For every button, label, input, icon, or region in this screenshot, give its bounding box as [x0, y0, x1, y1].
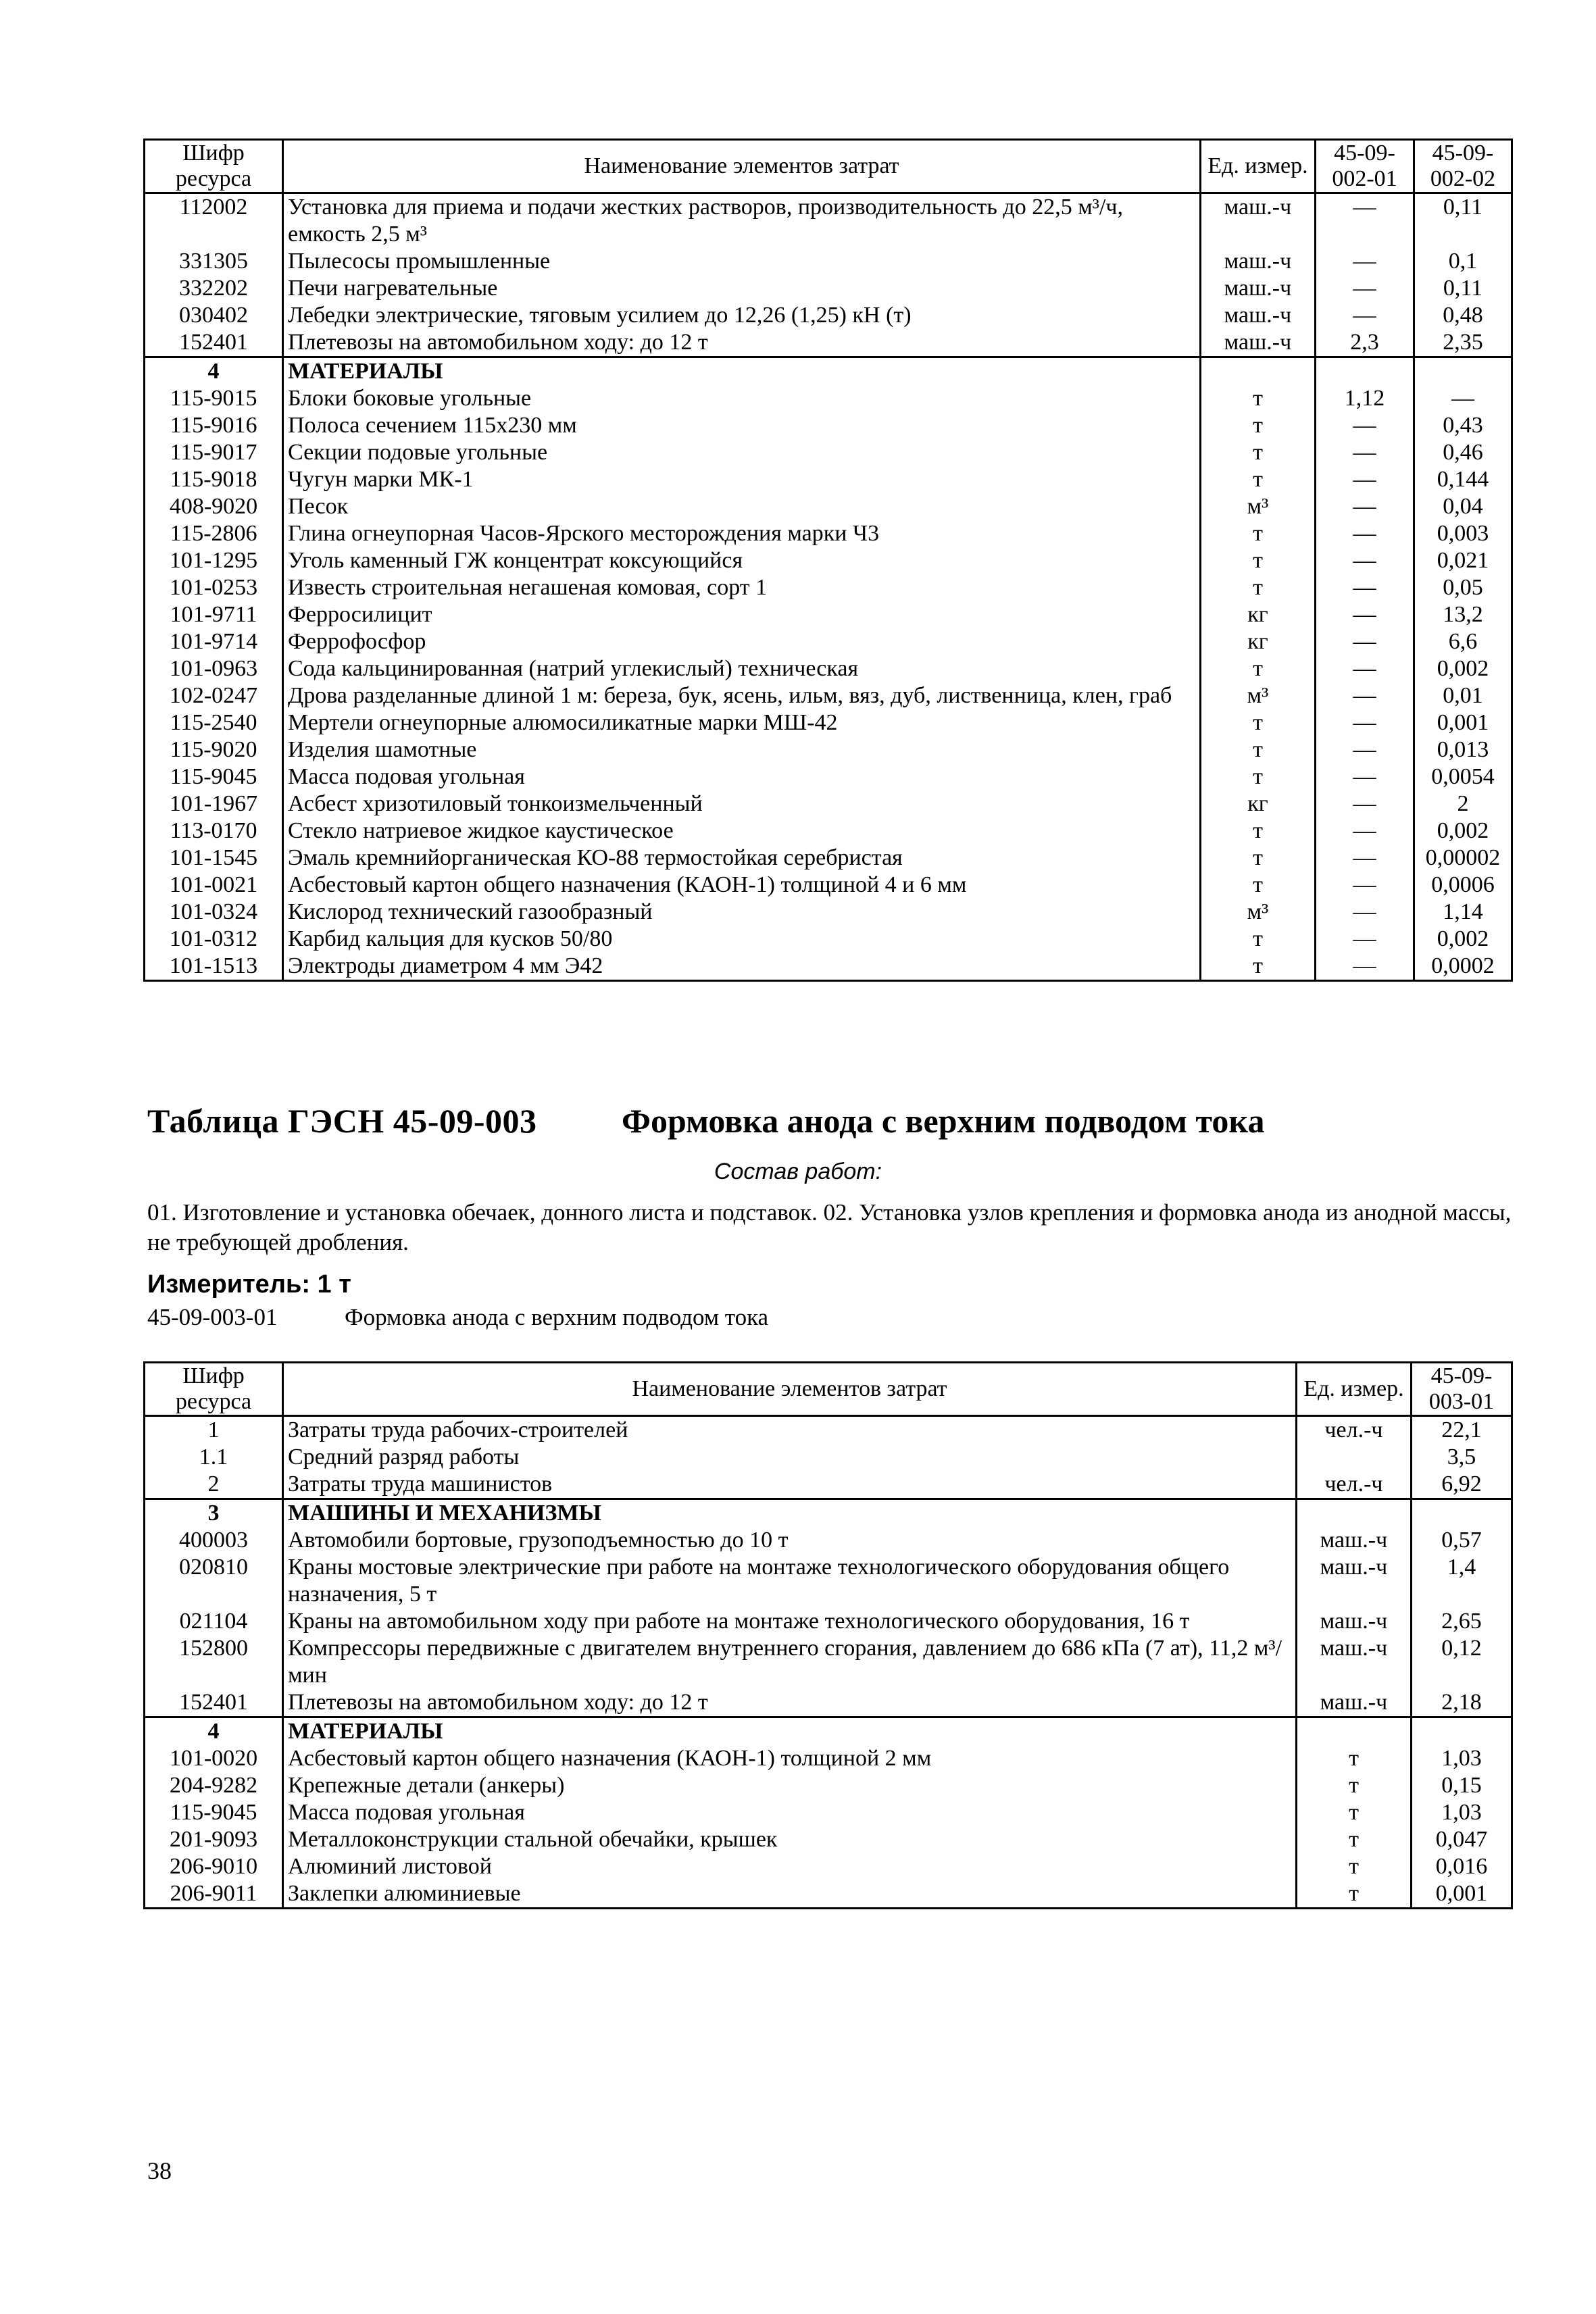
- value-cell-1: —: [1316, 818, 1414, 845]
- unit-cell: чел.-ч: [1297, 1471, 1412, 1499]
- value-cell-1: 2,18: [1412, 1689, 1512, 1717]
- table-row: [145, 953, 1512, 981]
- value-cell-1: —: [1316, 412, 1414, 439]
- unit-cell: т: [1297, 1745, 1412, 1772]
- table-row: [145, 1880, 1512, 1909]
- value-cell-1: [1316, 357, 1414, 386]
- resource-name: Секции подовые угольные: [283, 439, 1201, 466]
- resource-name: Ферросилицит: [283, 601, 1201, 628]
- resource-code: 408-9020: [145, 493, 283, 520]
- value-cell-1: —: [1316, 628, 1414, 655]
- value-cell-1: 1,03: [1412, 1799, 1512, 1826]
- resource-code: 332202: [145, 275, 283, 302]
- unit-cell: м³: [1201, 682, 1316, 709]
- value-cell-2: [1414, 357, 1512, 386]
- resource-code: 101-0963: [145, 655, 283, 682]
- value-cell-2: 0,01: [1414, 682, 1512, 709]
- value-cell-1: —: [1316, 899, 1414, 926]
- resource-name: Изделия шамотные: [283, 736, 1201, 763]
- header-code: Шифр ресурса: [145, 1363, 283, 1416]
- value-cell-2: 0,0002: [1414, 953, 1512, 981]
- resource-code: 113-0170: [145, 818, 283, 845]
- unit-cell: [1297, 1444, 1412, 1471]
- table-row: [145, 1554, 1512, 1608]
- table-row: [145, 1416, 1512, 1444]
- resource-code: 101-1513: [145, 953, 283, 981]
- table-row: [145, 466, 1512, 493]
- unit-cell: м³: [1201, 493, 1316, 520]
- unit-cell: маш.-ч: [1201, 302, 1316, 329]
- value-cell-2: 0,001: [1414, 709, 1512, 736]
- unit-cell: маш.-ч: [1201, 193, 1316, 249]
- header-name: Наименование элементов затрат: [283, 140, 1201, 193]
- value-cell-1: [1412, 1499, 1512, 1528]
- resource-name: Глина огнеупорная Часов-Ярского месторождения марки Ч3: [283, 520, 1201, 547]
- value-cell-2: 0,013: [1414, 736, 1512, 763]
- resource-name: Печи нагревательные: [283, 275, 1201, 302]
- table-row: [145, 1689, 1512, 1717]
- value-cell-1: —: [1316, 439, 1414, 466]
- resource-code: 1: [145, 1416, 283, 1444]
- unit-cell: т: [1297, 1853, 1412, 1880]
- resource-name: Электроды диаметром 4 мм Э42: [283, 953, 1201, 981]
- unit-cell: кг: [1201, 790, 1316, 818]
- resource-name: Средний разряд работы: [283, 1444, 1297, 1471]
- unit-cell: маш.-ч: [1297, 1608, 1412, 1635]
- value-cell-1: —: [1316, 275, 1414, 302]
- resource-name: МАТЕРИАЛЫ: [283, 357, 1201, 386]
- value-cell-1: [1412, 1717, 1512, 1746]
- unit-cell: маш.-ч: [1297, 1554, 1412, 1608]
- value-cell-1: —: [1316, 302, 1414, 329]
- table-row: [145, 926, 1512, 953]
- table-row: [145, 872, 1512, 899]
- resource-name: Установка для приема и подачи жестких растворов, производительность до 22,5 м³/ч, емкость 2,5 м³: [283, 193, 1201, 249]
- unit-cell: т: [1201, 818, 1316, 845]
- table-row: [145, 1745, 1512, 1772]
- resource-code: 115-2806: [145, 520, 283, 547]
- value-cell-2: 0,002: [1414, 655, 1512, 682]
- value-cell-1: —: [1316, 736, 1414, 763]
- table-row: [145, 248, 1512, 275]
- resource-name: МАТЕРИАЛЫ: [283, 1717, 1297, 1746]
- unit-cell: т: [1297, 1772, 1412, 1799]
- value-cell-1: —: [1316, 574, 1414, 601]
- value-cell-1: —: [1316, 466, 1414, 493]
- value-cell-1: 1,4: [1412, 1554, 1512, 1608]
- table-row: [145, 682, 1512, 709]
- table-header: [145, 1363, 1512, 1416]
- value-cell-1: 22,1: [1412, 1416, 1512, 1444]
- value-cell-2: 0,1: [1414, 248, 1512, 275]
- unit-cell: маш.-ч: [1297, 1527, 1412, 1554]
- unit-cell: т: [1297, 1799, 1412, 1826]
- unit-cell: маш.-ч: [1297, 1635, 1412, 1689]
- resource-name: Сода кальцинированная (натрий углекислый) техническая: [283, 655, 1201, 682]
- resource-code: 115-9020: [145, 736, 283, 763]
- value-cell-1: 0,016: [1412, 1853, 1512, 1880]
- section-title: Формовка анода с верхним подводом тока: [622, 1102, 1265, 1140]
- resource-name: Плетевозы на автомобильном ходу: до 12 т: [283, 1689, 1297, 1717]
- resource-name: Песок: [283, 493, 1201, 520]
- resource-code: 115-9018: [145, 466, 283, 493]
- table-row: [145, 1772, 1512, 1799]
- value-cell-2: 0,144: [1414, 466, 1512, 493]
- resource-name: Масса подовая угольная: [283, 1799, 1297, 1826]
- value-cell-1: 0,15: [1412, 1772, 1512, 1799]
- resource-name: Масса подовая угольная: [283, 763, 1201, 790]
- resource-name: Лебедки электрические, тяговым усилием до 12,26 (1,25) кН (т): [283, 302, 1201, 329]
- resource-code: 101-9711: [145, 601, 283, 628]
- table-row: [145, 601, 1512, 628]
- unit-cell: маш.-ч: [1201, 248, 1316, 275]
- resource-code: 101-1545: [145, 845, 283, 872]
- resource-name: Уголь каменный ГЖ концентрат коксующийся: [283, 547, 1201, 574]
- value-cell-1: —: [1316, 520, 1414, 547]
- unit-cell: т: [1201, 926, 1316, 953]
- value-cell-2: 0,11: [1414, 275, 1512, 302]
- resource-code: 206-9011: [145, 1880, 283, 1909]
- resource-code: 115-9016: [145, 412, 283, 439]
- resource-code: 101-9714: [145, 628, 283, 655]
- unit-cell: т: [1201, 412, 1316, 439]
- unit-cell: т: [1201, 574, 1316, 601]
- header-col-45-09-003-01: 45-09-003-01: [1412, 1363, 1512, 1416]
- table-label: Таблица ГЭСН 45-09-003: [147, 1102, 537, 1140]
- resource-name: Заклепки алюминиевые: [283, 1880, 1297, 1909]
- resource-code: 020810: [145, 1554, 283, 1608]
- resource-name: Компрессоры передвижные с двигателем внутреннего сгорания, давлением до 686 кПа (7 ат), 11,2 м³/мин: [283, 1635, 1297, 1689]
- value-cell-1: —: [1316, 248, 1414, 275]
- resource-code: 021104: [145, 1608, 283, 1635]
- value-cell-2: 0,0006: [1414, 872, 1512, 899]
- table-row: [145, 1826, 1512, 1853]
- value-cell-1: —: [1316, 872, 1414, 899]
- table-row: [145, 385, 1512, 412]
- value-cell-1: 1,03: [1412, 1745, 1512, 1772]
- value-cell-2: 0,04: [1414, 493, 1512, 520]
- section-row: [145, 1717, 1512, 1746]
- value-cell-1: 6,92: [1412, 1471, 1512, 1499]
- table-row: [145, 193, 1512, 249]
- unit-cell: т: [1201, 520, 1316, 547]
- header-unit: Ед. измер.: [1297, 1363, 1412, 1416]
- resource-name: Дрова разделанные длиной 1 м: береза, бук, ясень, ильм, вяз, дуб, лиственница, клен, граб: [283, 682, 1201, 709]
- unit-cell: маш.-ч: [1201, 275, 1316, 302]
- unit-cell: т: [1201, 655, 1316, 682]
- value-cell-1: —: [1316, 763, 1414, 790]
- value-cell-1: —: [1316, 845, 1414, 872]
- unit-cell: т: [1201, 709, 1316, 736]
- value-cell-2: 0,002: [1414, 926, 1512, 953]
- resource-code: 101-1295: [145, 547, 283, 574]
- unit-cell: т: [1201, 845, 1316, 872]
- unit-cell: маш.-ч: [1297, 1689, 1412, 1717]
- header-col-45-09-002-02: 45-09-002-02: [1414, 140, 1512, 193]
- resource-code: 112002: [145, 193, 283, 249]
- table-row: [145, 1444, 1512, 1471]
- value-cell-1: —: [1316, 790, 1414, 818]
- resource-name: Асбестовый картон общего назначения (КАОН-1) толщиной 4 и 6 мм: [283, 872, 1201, 899]
- value-cell-1: 2,3: [1316, 329, 1414, 357]
- unit-cell: т: [1201, 763, 1316, 790]
- resource-code: 030402: [145, 302, 283, 329]
- table-row: [145, 493, 1512, 520]
- table-row: [145, 790, 1512, 818]
- resource-code: 4: [145, 1717, 283, 1746]
- resource-code: 115-9045: [145, 1799, 283, 1826]
- value-cell-1: —: [1316, 953, 1414, 981]
- unit-cell: [1297, 1717, 1412, 1746]
- value-cell-2: 1,14: [1414, 899, 1512, 926]
- resource-code: 101-0253: [145, 574, 283, 601]
- resource-code: 206-9010: [145, 1853, 283, 1880]
- table-row: [145, 1853, 1512, 1880]
- value-cell-1: —: [1316, 193, 1414, 249]
- page-number: 38: [147, 2157, 172, 2184]
- resource-name: Стекло натриевое жидкое каустическое: [283, 818, 1201, 845]
- table-row: [145, 574, 1512, 601]
- value-cell-2: 0,002: [1414, 818, 1512, 845]
- table-row: [145, 412, 1512, 439]
- value-cell-2: 0,48: [1414, 302, 1512, 329]
- resource-name: Затраты труда машинистов: [283, 1471, 1297, 1499]
- resource-code: 4: [145, 357, 283, 386]
- table-row: [145, 329, 1512, 357]
- value-cell-1: —: [1316, 493, 1414, 520]
- value-cell-1: 0,12: [1412, 1635, 1512, 1689]
- value-cell-2: —: [1414, 385, 1512, 412]
- header-name: Наименование элементов затрат: [283, 1363, 1297, 1416]
- unit-cell: м³: [1201, 899, 1316, 926]
- table-row: [145, 1471, 1512, 1499]
- table-row: [145, 547, 1512, 574]
- value-cell-2: 0,05: [1414, 574, 1512, 601]
- table-row: [145, 628, 1512, 655]
- value-cell-1: —: [1316, 709, 1414, 736]
- resource-code: 331305: [145, 248, 283, 275]
- resource-name: Кислород технический газообразный: [283, 899, 1201, 926]
- resource-name: Краны на автомобильном ходу при работе на монтаже технологического оборудования, 16 т: [283, 1608, 1297, 1635]
- unit-cell: т: [1201, 547, 1316, 574]
- value-cell-1: —: [1316, 547, 1414, 574]
- table-row: [145, 439, 1512, 466]
- value-cell-2: 13,2: [1414, 601, 1512, 628]
- header-col-45-09-002-01: 45-09-002-01: [1316, 140, 1414, 193]
- resource-name: Пылесосы промышленные: [283, 248, 1201, 275]
- resource-table-45-09-002: [143, 139, 1513, 982]
- value-cell-2: 2: [1414, 790, 1512, 818]
- table-row: [145, 655, 1512, 682]
- table-row: [145, 1527, 1512, 1554]
- value-cell-1: 3,5: [1412, 1444, 1512, 1471]
- value-cell-1: 0,001: [1412, 1880, 1512, 1909]
- resource-code: 101-0324: [145, 899, 283, 926]
- value-cell-1: —: [1316, 655, 1414, 682]
- value-cell-2: 0,00002: [1414, 845, 1512, 872]
- header-code: Шифр ресурса: [145, 140, 283, 193]
- unit-cell: чел.-ч: [1297, 1416, 1412, 1444]
- table-row: [145, 899, 1512, 926]
- norm-code: 45-09-003-01: [147, 1304, 278, 1330]
- resource-code: 1.1: [145, 1444, 283, 1471]
- value-cell-2: 0,003: [1414, 520, 1512, 547]
- unit-cell: т: [1201, 736, 1316, 763]
- value-cell-1: —: [1316, 601, 1414, 628]
- table-row: [145, 736, 1512, 763]
- table-row: [145, 520, 1512, 547]
- table-row: [145, 1608, 1512, 1635]
- resource-table-45-09-003: [143, 1361, 1513, 1909]
- value-cell-1: —: [1316, 926, 1414, 953]
- resource-name: Чугун марки МК-1: [283, 466, 1201, 493]
- resource-name: Затраты труда рабочих-строителей: [283, 1416, 1297, 1444]
- unit-cell: т: [1297, 1880, 1412, 1909]
- resource-code: 115-2540: [145, 709, 283, 736]
- value-cell-1: 1,12: [1316, 385, 1414, 412]
- value-cell-1: 2,65: [1412, 1608, 1512, 1635]
- value-cell-2: 0,43: [1414, 412, 1512, 439]
- resource-code: 400003: [145, 1527, 283, 1554]
- table-row: [145, 818, 1512, 845]
- unit-cell: т: [1201, 385, 1316, 412]
- value-cell-1: —: [1316, 682, 1414, 709]
- value-cell-2: 0,11: [1414, 193, 1512, 249]
- resource-name: Феррофосфор: [283, 628, 1201, 655]
- resource-code: 101-0312: [145, 926, 283, 953]
- resource-name: Асбест хризотиловый тонкоизмельченный: [283, 790, 1201, 818]
- resource-code: 201-9093: [145, 1826, 283, 1853]
- composition-label: Состав работ:: [714, 1159, 882, 1184]
- resource-name: МАШИНЫ И МЕХАНИЗМЫ: [283, 1499, 1297, 1528]
- table-header: [145, 140, 1512, 193]
- unit-cell: т: [1297, 1826, 1412, 1853]
- value-cell-2: 6,6: [1414, 628, 1512, 655]
- unit-cell: кг: [1201, 601, 1316, 628]
- resource-code: 152401: [145, 1689, 283, 1717]
- unit-cell: маш.-ч: [1201, 329, 1316, 357]
- value-cell-2: 0,0054: [1414, 763, 1512, 790]
- resource-code: 2: [145, 1471, 283, 1499]
- resource-name: Автомобили бортовые, грузоподъемностью до 10 т: [283, 1527, 1297, 1554]
- section-row: [145, 1499, 1512, 1528]
- table-row: [145, 763, 1512, 790]
- table-row: [145, 1799, 1512, 1826]
- unit-cell: кг: [1201, 628, 1316, 655]
- resource-name: Эмаль кремнийорганическая КО-88 термостойкая серебристая: [283, 845, 1201, 872]
- resource-code: 101-0020: [145, 1745, 283, 1772]
- value-cell-2: 0,46: [1414, 439, 1512, 466]
- value-cell-2: 0,021: [1414, 547, 1512, 574]
- table-row: [145, 709, 1512, 736]
- resource-name: Алюминий листовой: [283, 1853, 1297, 1880]
- section-row: [145, 357, 1512, 386]
- unit-cell: т: [1201, 872, 1316, 899]
- value-cell-1: 0,57: [1412, 1527, 1512, 1554]
- header-unit: Ед. измер.: [1201, 140, 1316, 193]
- resource-name: Известь строительная негашеная комовая, сорт 1: [283, 574, 1201, 601]
- unit-cell: [1297, 1499, 1412, 1528]
- meter-label: Измеритель: 1 т: [147, 1270, 351, 1299]
- resource-code: 101-1967: [145, 790, 283, 818]
- resource-name: Мертели огнеупорные алюмосиликатные марки МШ-42: [283, 709, 1201, 736]
- norm-name: Формовка анода с верхним подводом тока: [345, 1304, 769, 1330]
- resource-name: Карбид кальция для кусков 50/80: [283, 926, 1201, 953]
- value-cell-2: 2,35: [1414, 329, 1512, 357]
- resource-name: Крепежные детали (анкеры): [283, 1772, 1297, 1799]
- resource-code: 204-9282: [145, 1772, 283, 1799]
- resource-name: Металлоконструкции стальной обечайки, крышек: [283, 1826, 1297, 1853]
- work-description: 01. Изготовление и установка обечаек, донного листа и подставок. 02. Установка узлов крепления и формовка анода из анодной массы, не требующей дробления.: [147, 1199, 1512, 1255]
- resource-code: 115-9015: [145, 385, 283, 412]
- resource-name: Плетевозы на автомобильном ходу: до 12 т: [283, 329, 1201, 357]
- table-row: [145, 275, 1512, 302]
- table-row: [145, 845, 1512, 872]
- unit-cell: [1201, 357, 1316, 386]
- unit-cell: т: [1201, 953, 1316, 981]
- resource-name: Асбестовый картон общего назначения (КАОН-1) толщиной 2 мм: [283, 1745, 1297, 1772]
- resource-code: 101-0021: [145, 872, 283, 899]
- resource-name: Краны мостовые электрические при работе на монтаже технологического оборудования общего назначения, 5 т: [283, 1554, 1297, 1608]
- resource-code: 152800: [145, 1635, 283, 1689]
- resource-name: Блоки боковые угольные: [283, 385, 1201, 412]
- unit-cell: т: [1201, 466, 1316, 493]
- resource-code: 115-9045: [145, 763, 283, 790]
- resource-code: 115-9017: [145, 439, 283, 466]
- value-cell-1: 0,047: [1412, 1826, 1512, 1853]
- resource-name: Полоса сечением 115х230 мм: [283, 412, 1201, 439]
- table-row: [145, 302, 1512, 329]
- resource-code: 3: [145, 1499, 283, 1528]
- unit-cell: т: [1201, 439, 1316, 466]
- table-row: [145, 1635, 1512, 1689]
- resource-code: 152401: [145, 329, 283, 357]
- resource-code: 102-0247: [145, 682, 283, 709]
